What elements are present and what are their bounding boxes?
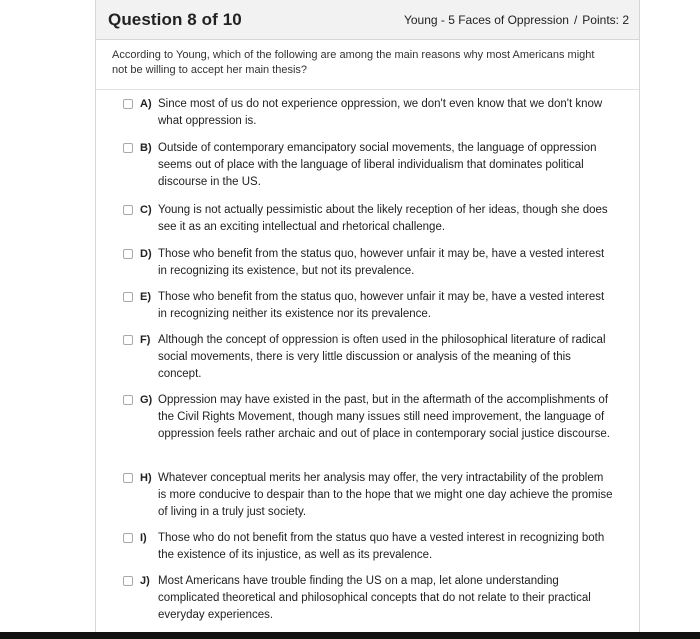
option-c-checkbox[interactable] [123,205,133,215]
meta-separator: / [573,13,578,27]
option-a-text: Since most of us do not experience oppression, we don't even know that we don't know what oppression is. [158,98,603,127]
option-b-checkbox[interactable] [123,143,133,153]
option-i-text: Those who do not benefit from the status quo have a vested interest in recognizing both the existence of its injustice, as well as its prevalence. [158,532,605,561]
option-d-letter: D) [140,248,152,260]
option-d-text: Those who benefit from the status quo, however unfair it may be, have a vested interest in recognizing its existence, but not its prevalence. [158,248,605,277]
option-i-letter: I) [140,532,147,544]
question-panel [95,0,640,632]
option-j-checkbox[interactable] [123,576,133,586]
option-e-checkbox[interactable] [123,292,133,302]
question-topic: Young - 5 Faces of Oppression [403,13,569,27]
option-g-checkbox[interactable] [123,395,133,405]
option-b-text: Outside of contemporary emancipatory social movements, the language of oppression seems out of place with the language of liberal individualism that dominates political discourse in the US. [158,142,597,188]
option-b-letter: B) [140,142,152,154]
question-prompt: According to Young, which of the following are among the main reasons why most Americans might not be willing to accept her main thesis? [112,49,595,76]
option-d-checkbox[interactable] [123,249,133,259]
option-e-text: Those who benefit from the status quo, however unfair it may be, have a vested interest in recognizing neither its existence nor its prevalence. [158,291,605,320]
question-header [96,0,639,40]
option-f-checkbox[interactable] [123,335,133,345]
option-f-letter: F) [140,334,151,346]
option-i-checkbox[interactable] [123,533,133,543]
bottom-edge-bar [0,632,700,639]
option-a-letter: A) [140,98,152,110]
option-j-text: Most Americans have trouble finding the US on a map, let alone understanding complicated theoretical and philosophical concepts that do not relate to their practical everyday experiences. [158,575,591,621]
option-c-text: Young is not actually pessimistic about the likely reception of her ideas, though she does see it as an exciting intellectual and rhetorical challenge. [158,204,608,233]
option-g-text: Oppression may have existed in the past, but in the aftermath of the accomplishments of the Civil Rights Movement, though many issues still need improvement, the language of oppression feels rather archaic and out of place in contemporary social justice discourse. [158,394,610,440]
option-c-letter: C) [140,204,152,216]
question-meta [404,13,629,27]
option-f-text: Although the concept of oppression is often used in the philosophical literature of radical social movements, there is very little discussion or analysis of the meaning of this concept. [158,334,606,380]
prompt-divider [96,89,639,90]
option-g-letter: G) [140,394,153,406]
question-points: Points: 2 [582,13,629,27]
option-h-text: Whatever conceptual merits her analysis may offer, the very intractability of the problem is more conducive to despair than to the hope that we might one day achieve the promise of living in a truly just society. [158,472,613,518]
question-number: Question 8 of 10 [108,10,242,29]
option-e-letter: E) [140,291,151,303]
option-h-checkbox[interactable] [123,473,133,483]
option-j-letter: J) [140,575,150,587]
option-h-letter: H) [140,472,152,484]
option-a-checkbox[interactable] [123,99,133,109]
